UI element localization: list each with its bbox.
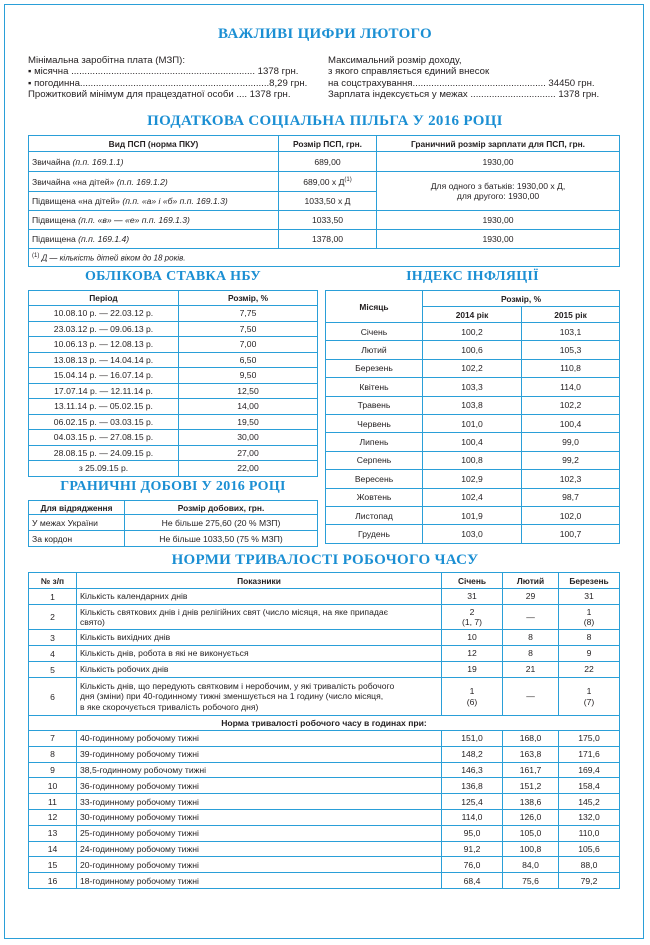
norms-feb: 126,0 bbox=[503, 809, 559, 825]
norms-jan: 151,0 bbox=[442, 731, 503, 747]
norms-jan-line: 2 bbox=[469, 606, 475, 617]
nbu-header: Період bbox=[29, 291, 179, 306]
kf-left-line: ▪ погодинна.......................................................................8,29 грн. bbox=[28, 77, 308, 89]
key-figures-right bbox=[328, 55, 599, 100]
kf-left-line: ▪ місячна ..................................................................... 1378 грн. bbox=[28, 66, 299, 78]
daily-header: Розмір добових, грн. bbox=[125, 501, 318, 515]
kf-right-line: на соцстрахування.................................................. 34450 грн. bbox=[328, 77, 595, 89]
nbu-rate: 7,75 bbox=[179, 306, 318, 322]
norms-number: 14 bbox=[29, 841, 77, 857]
norms-mar: 132,0 bbox=[559, 809, 620, 825]
psp-table bbox=[28, 135, 620, 267]
norms-indicator-line: свято) bbox=[80, 617, 105, 627]
norms-number: 16 bbox=[29, 873, 77, 889]
inflation-2015: 102,0 bbox=[522, 506, 620, 524]
norms-row bbox=[29, 662, 620, 678]
inflation-2015: 99,2 bbox=[522, 451, 620, 469]
norms-indicator-line: Кількість днів, що передують святковим і неробочим, у які тривалість робочого bbox=[80, 680, 395, 691]
nbu-period: 13.11.14 р. — 05.02.15 р. bbox=[29, 399, 179, 415]
nbu-period: 13.08.13 р. — 14.04.14 р. bbox=[29, 352, 179, 368]
norms-number: 8 bbox=[29, 746, 77, 762]
norms-header: Березень bbox=[559, 573, 620, 589]
nbu-period: 15.04.14 р. — 16.07.14 р. bbox=[29, 368, 179, 384]
nbu-rate: 7,00 bbox=[179, 337, 318, 353]
norms-mar-line: 1 bbox=[586, 686, 592, 696]
daily-where: У межах України bbox=[29, 515, 125, 531]
nbu-row bbox=[29, 321, 318, 337]
psp-kind: Підвищена (п.п. 169.1.4) bbox=[29, 230, 279, 249]
norms-feb-line: — bbox=[526, 611, 535, 622]
inflation-row bbox=[326, 488, 620, 506]
norms-row bbox=[29, 630, 620, 646]
norms-mar-line: 22 bbox=[584, 664, 594, 675]
norms-jan: 146,3 bbox=[442, 762, 503, 778]
inflation-2014: 100,4 bbox=[423, 433, 522, 451]
inflation-row bbox=[326, 359, 620, 377]
norms-week: 40-годинному робочому тижні bbox=[77, 731, 442, 747]
inflation-2015: 100,4 bbox=[522, 414, 620, 432]
nbu-row bbox=[29, 337, 318, 353]
psp-kind: Звичайна (п.п. 169.1.1) bbox=[29, 152, 279, 172]
psp-kind: Підвищена «на дітей» (п.п. «а» і «б» п.п. 169.1.3) bbox=[29, 192, 279, 211]
kf-right-line: з якого справляється єдиний внесок bbox=[328, 66, 490, 78]
norms-week: 38,5-годинному робочому тижні bbox=[77, 762, 442, 778]
norms-mar: 158,4 bbox=[559, 778, 620, 794]
norms-mar-line: 9 bbox=[586, 648, 592, 659]
norms-header: № з/п bbox=[29, 573, 77, 589]
norms-hours-row bbox=[29, 731, 620, 747]
norms-jan-line: 12 bbox=[467, 648, 477, 659]
norms-number: 10 bbox=[29, 778, 77, 794]
norms-jan: 76,0 bbox=[442, 857, 503, 873]
norms-jan bbox=[442, 678, 503, 716]
norms-mar: 175,0 bbox=[559, 731, 620, 747]
norms-number: 13 bbox=[29, 825, 77, 841]
norms-mar-line: 1 bbox=[586, 606, 592, 617]
psp-limit: 1930,00 bbox=[377, 152, 620, 172]
norms-subheader: Норма тривалості робочого часу в годинах при: bbox=[29, 716, 620, 731]
norms-feb bbox=[503, 605, 559, 630]
inflation-row bbox=[326, 470, 620, 488]
norms-week: 20-годинному робочому тижні bbox=[77, 857, 442, 873]
nbu-title: ОБЛІКОВА СТАВКА НБУ bbox=[84, 269, 262, 284]
norms-jan-line: 19 bbox=[467, 664, 477, 675]
inflation-month: Вересень bbox=[326, 470, 423, 488]
inflation-row bbox=[326, 525, 620, 543]
norms-number: 6 bbox=[29, 678, 77, 716]
norms-number: 5 bbox=[29, 662, 77, 678]
nbu-row bbox=[29, 461, 318, 477]
norms-week: 33-годинному робочому тижні bbox=[77, 794, 442, 810]
daily-title: ГРАНИЧНІ ДОБОВІ У 2016 РОЦІ bbox=[60, 479, 286, 494]
norms-feb: 168,0 bbox=[503, 731, 559, 747]
inflation-2015: 105,3 bbox=[522, 341, 620, 359]
nbu-row bbox=[29, 352, 318, 368]
norms-hours-row bbox=[29, 794, 620, 810]
norms-mar-line: 31 bbox=[584, 591, 594, 602]
nbu-rate: 30,00 bbox=[179, 430, 318, 446]
nbu-rate: 27,00 bbox=[179, 445, 318, 461]
norms-jan: 114,0 bbox=[442, 809, 503, 825]
norms-mar-line: (8) bbox=[583, 617, 595, 627]
daily-amount: Не більше 275,60 (20 % МЗП) bbox=[125, 515, 318, 531]
inflation-2014: 100,6 bbox=[423, 341, 522, 359]
inflation-2015: 99,0 bbox=[522, 433, 620, 451]
norms-jan: 95,0 bbox=[442, 825, 503, 841]
norms-feb-line: 8 bbox=[528, 632, 533, 643]
daily-header: Для відрядження bbox=[29, 501, 125, 515]
norms-feb: 75,6 bbox=[503, 873, 559, 889]
norms-mar bbox=[559, 662, 620, 678]
norms-number: 4 bbox=[29, 646, 77, 662]
norms-feb-line: 8 bbox=[528, 648, 533, 659]
norms-indicator bbox=[77, 678, 442, 716]
inflation-title: ІНДЕКС ІНФЛЯЦІЇ bbox=[406, 269, 539, 284]
inflation-2014: 103,8 bbox=[423, 396, 522, 414]
inflation-month: Лютий bbox=[326, 341, 423, 359]
inflation-row bbox=[326, 414, 620, 432]
norms-feb-line: 21 bbox=[525, 664, 536, 675]
psp-header: Розмір ПСП, грн. bbox=[279, 136, 377, 152]
norms-mar: 110,0 bbox=[559, 825, 620, 841]
nbu-period: з 25.09.15 р. bbox=[29, 461, 179, 477]
inflation-row bbox=[326, 323, 620, 341]
psp-size: 1033,50 х Д bbox=[279, 192, 377, 211]
norms-week: 39-годинному робочому тижні bbox=[77, 746, 442, 762]
norms-title: НОРМИ ТРИВАЛОСТІ РОБОЧОГО ЧАСУ bbox=[171, 552, 479, 568]
inflation-month: Червень bbox=[326, 414, 423, 432]
norms-mar-line: (7) bbox=[583, 696, 595, 707]
nbu-rate: 9,50 bbox=[179, 368, 318, 384]
norms-jan-line: (1, 7) bbox=[461, 617, 483, 627]
norms-indicator-line: Кількість робочих днів bbox=[80, 664, 169, 675]
norms-mar bbox=[559, 589, 620, 605]
norms-mar bbox=[559, 678, 620, 716]
norms-indicator bbox=[77, 646, 442, 662]
norms-number: 15 bbox=[29, 857, 77, 873]
norms-number: 2 bbox=[29, 605, 77, 630]
norms-jan: 68,4 bbox=[442, 873, 503, 889]
norms-feb: 84,0 bbox=[503, 857, 559, 873]
inflation-2014: 102,2 bbox=[423, 359, 522, 377]
psp-kind: Підвищена (п.п. «в» — «е» п.п. 169.1.3) bbox=[29, 211, 279, 230]
kf-left-line: Мінімальна заробітна плата (МЗП): bbox=[28, 55, 186, 66]
norms-mar: 105,6 bbox=[559, 841, 620, 857]
norms-mar: 171,6 bbox=[559, 746, 620, 762]
psp-header: Граничний розмір зарплати для ПСП, грн. bbox=[377, 136, 620, 152]
kf-right-line: Максимальний розмір доходу, bbox=[328, 55, 462, 66]
inflation-2014: 103,0 bbox=[423, 525, 522, 543]
inflation-2015: 114,0 bbox=[522, 378, 620, 396]
norms-week: 25-годинному робочому тижні bbox=[77, 825, 442, 841]
inflation-2014: 103,3 bbox=[423, 378, 522, 396]
daily-where: За кордон bbox=[29, 531, 125, 547]
inflation-2015: 98,7 bbox=[522, 488, 620, 506]
norms-indicator bbox=[77, 630, 442, 646]
inflation-month-header: Місяць bbox=[326, 291, 423, 323]
norms-indicator bbox=[77, 589, 442, 605]
psp-note: $^{(1)}$ Д — кількість дітей віком до 18 років. bbox=[29, 249, 620, 267]
nbu-period: 06.02.15 р. — 03.03.15 р. bbox=[29, 414, 179, 430]
inflation-row bbox=[326, 341, 620, 359]
nbu-row bbox=[29, 445, 318, 461]
inflation-month: Грудень bbox=[326, 525, 423, 543]
inflation-2014: 101,0 bbox=[423, 414, 522, 432]
norms-jan bbox=[442, 589, 503, 605]
norms-week: 30-годинному робочому тижні bbox=[77, 809, 442, 825]
nbu-period: 28.08.15 р. — 24.09.15 р. bbox=[29, 445, 179, 461]
norms-mar-line: 8 bbox=[586, 632, 592, 643]
inflation-2015: 110,8 bbox=[522, 359, 620, 377]
norms-feb-line: — bbox=[526, 691, 535, 702]
norms-hours-row bbox=[29, 825, 620, 841]
norms-jan: 148,2 bbox=[442, 746, 503, 762]
inflation-month: Липень bbox=[326, 433, 423, 451]
psp-limit: 1930,00 bbox=[377, 211, 620, 230]
nbu-row bbox=[29, 383, 318, 399]
psp-header: Вид ПСП (норма ПКУ) bbox=[29, 136, 279, 152]
inflation-month: Січень bbox=[326, 323, 423, 341]
inflation-2014: 100,8 bbox=[423, 451, 522, 469]
nbu-row bbox=[29, 414, 318, 430]
norms-number: 1 bbox=[29, 589, 77, 605]
norms-feb-line: 29 bbox=[525, 591, 536, 602]
norms-table bbox=[28, 572, 620, 889]
norms-feb bbox=[503, 662, 559, 678]
norms-feb: 161,7 bbox=[503, 762, 559, 778]
nbu-rate: 6,50 bbox=[179, 352, 318, 368]
norms-feb: 100,8 bbox=[503, 841, 559, 857]
inflation-size-header: Розмір, % bbox=[423, 291, 620, 307]
norms-number: 11 bbox=[29, 794, 77, 810]
norms-header: Лютий bbox=[503, 573, 559, 589]
inflation-row bbox=[326, 378, 620, 396]
norms-jan bbox=[442, 605, 503, 630]
nbu-period: 17.07.14 р. — 12.11.14 р. bbox=[29, 383, 179, 399]
norms-hours-row bbox=[29, 809, 620, 825]
norms-hours-row bbox=[29, 762, 620, 778]
norms-number: 12 bbox=[29, 809, 77, 825]
norms-jan-line: 10 bbox=[467, 632, 477, 643]
norms-hours-row bbox=[29, 857, 620, 873]
norms-indicator-line: Кількість вихідних днів bbox=[80, 632, 171, 643]
inflation-table bbox=[325, 290, 620, 544]
norms-feb bbox=[503, 630, 559, 646]
inflation-row bbox=[326, 396, 620, 414]
norms-mar bbox=[559, 605, 620, 630]
norms-feb: 151,2 bbox=[503, 778, 559, 794]
norms-number: 7 bbox=[29, 731, 77, 747]
norms-jan-line: 31 bbox=[467, 591, 477, 602]
norms-week: 24-годинному робочому тижні bbox=[77, 841, 442, 857]
nbu-rate: 22,00 bbox=[179, 461, 318, 477]
norms-indicator-line: Кількість днів, робота в які не виконується bbox=[80, 648, 249, 659]
daily-table bbox=[28, 500, 318, 547]
norms-mar: 79,2 bbox=[559, 873, 620, 889]
nbu-period: 23.03.12 р. — 09.06.13 р. bbox=[29, 321, 179, 337]
inflation-2015: 102,3 bbox=[522, 470, 620, 488]
nbu-period: 10.06.13 р. — 12.08.13 р. bbox=[29, 337, 179, 353]
psp-size: 1033,50 bbox=[279, 211, 377, 230]
inflation-row bbox=[326, 506, 620, 524]
inflation-2014: 101,9 bbox=[423, 506, 522, 524]
norms-feb: 105,0 bbox=[503, 825, 559, 841]
norms-number: 3 bbox=[29, 630, 77, 646]
norms-jan-line: (6) bbox=[466, 696, 478, 707]
key-figures-title: ВАЖЛИВІ ЦИФРИ ЛЮТОГО bbox=[218, 26, 432, 42]
norms-week: 36-годинному робочому тижні bbox=[77, 778, 442, 794]
inflation-month: Березень bbox=[326, 359, 423, 377]
norms-row bbox=[29, 589, 620, 605]
nbu-rate: 12,50 bbox=[179, 383, 318, 399]
inflation-2014: 102,9 bbox=[423, 470, 522, 488]
norms-row bbox=[29, 678, 620, 716]
kf-left-line: Прожитковий мінімум для працездатної особи .... 1378 грн. bbox=[28, 88, 291, 100]
psp-size: 1378,00 bbox=[279, 230, 377, 249]
psp-limit: 1930,00 bbox=[377, 230, 620, 249]
daily-amount: Не більше 1033,50 (75 % МЗП) bbox=[125, 531, 318, 547]
key-figures-left bbox=[28, 55, 307, 100]
norms-indicator bbox=[77, 605, 442, 630]
norms-mar bbox=[559, 646, 620, 662]
inflation-row bbox=[326, 451, 620, 469]
inflation-2014: 100,2 bbox=[423, 323, 522, 341]
norms-row bbox=[29, 646, 620, 662]
nbu-rate: 19,50 bbox=[179, 414, 318, 430]
inflation-month: Серпень bbox=[326, 451, 423, 469]
norms-feb bbox=[503, 646, 559, 662]
inflation-2015: 100,7 bbox=[522, 525, 620, 543]
norms-feb: 138,6 bbox=[503, 794, 559, 810]
inflation-year-header: 2015 рік bbox=[522, 307, 620, 323]
nbu-header: Розмір, % bbox=[179, 291, 318, 306]
inflation-month: Листопад bbox=[326, 506, 423, 524]
norms-indicator bbox=[77, 662, 442, 678]
nbu-row bbox=[29, 368, 318, 384]
norms-indicator-line: дня (зміни) при 40-годинному тижні зменшується на 1 годину (число місяця, bbox=[80, 691, 384, 702]
norms-jan-line: 1 bbox=[469, 686, 475, 696]
norms-header: Показники bbox=[77, 573, 442, 589]
norms-feb bbox=[503, 678, 559, 716]
inflation-2014: 102,4 bbox=[423, 488, 522, 506]
norms-jan: 136,8 bbox=[442, 778, 503, 794]
norms-indicator-line: Кількість святкових днів і днів релігійних свят (число місяця, на яке припадає bbox=[80, 606, 389, 617]
norms-mar: 88,0 bbox=[559, 857, 620, 873]
inflation-2015: 102,2 bbox=[522, 396, 620, 414]
inflation-year-header: 2014 рік bbox=[423, 307, 522, 323]
nbu-period: 10.08.10 р. — 22.03.12 р. bbox=[29, 306, 179, 322]
norms-hours-row bbox=[29, 746, 620, 762]
norms-row bbox=[29, 605, 620, 630]
norms-header: Січень bbox=[442, 573, 503, 589]
kf-right-line: Зарплата індексується у межах ................................ 1378 грн. bbox=[328, 88, 600, 100]
norms-hours-row bbox=[29, 841, 620, 857]
psp-kind: Звичайна «на дітей» (п.п. 169.1.2) bbox=[29, 172, 279, 192]
inflation-month: Квітень bbox=[326, 378, 423, 396]
norms-jan bbox=[442, 630, 503, 646]
inflation-month: Жовтень bbox=[326, 488, 423, 506]
inflation-row bbox=[326, 433, 620, 451]
nbu-table bbox=[28, 290, 318, 477]
psp-limit-children: Для одного з батьків: 1930,00 х Д, для другого: 1930,00 bbox=[377, 172, 620, 211]
norms-mar: 145,2 bbox=[559, 794, 620, 810]
norms-indicator-line: в яке скорочується тривалість робочого дня) bbox=[80, 701, 259, 712]
nbu-row bbox=[29, 399, 318, 415]
norms-feb: 163,8 bbox=[503, 746, 559, 762]
norms-week: 18-годинному робочому тижні bbox=[77, 873, 442, 889]
norms-mar: 169,4 bbox=[559, 762, 620, 778]
norms-mar bbox=[559, 630, 620, 646]
psp-size: 689,00 х $Д^{(1)}$ bbox=[279, 172, 377, 192]
norms-feb bbox=[503, 589, 559, 605]
nbu-row bbox=[29, 306, 318, 322]
norms-jan bbox=[442, 646, 503, 662]
norms-jan: 125,4 bbox=[442, 794, 503, 810]
nbu-row bbox=[29, 430, 318, 446]
inflation-2015: 103,1 bbox=[522, 323, 620, 341]
psp-size: 689,00 bbox=[279, 152, 377, 172]
inflation-month: Травень bbox=[326, 396, 423, 414]
norms-jan: 91,2 bbox=[442, 841, 503, 857]
norms-indicator-line: Кількість календарних днів bbox=[80, 591, 188, 602]
nbu-period: 04.03.15 р. — 27.08.15 р. bbox=[29, 430, 179, 446]
norms-hours-row bbox=[29, 873, 620, 889]
nbu-rate: 14,00 bbox=[179, 399, 318, 415]
norms-jan bbox=[442, 662, 503, 678]
nbu-rate: 7,50 bbox=[179, 321, 318, 337]
norms-hours-row bbox=[29, 778, 620, 794]
norms-number: 9 bbox=[29, 762, 77, 778]
psp-title: ПОДАТКОВА СОЦІАЛЬНА ПІЛЬГА У 2016 РОЦІ bbox=[147, 113, 503, 129]
